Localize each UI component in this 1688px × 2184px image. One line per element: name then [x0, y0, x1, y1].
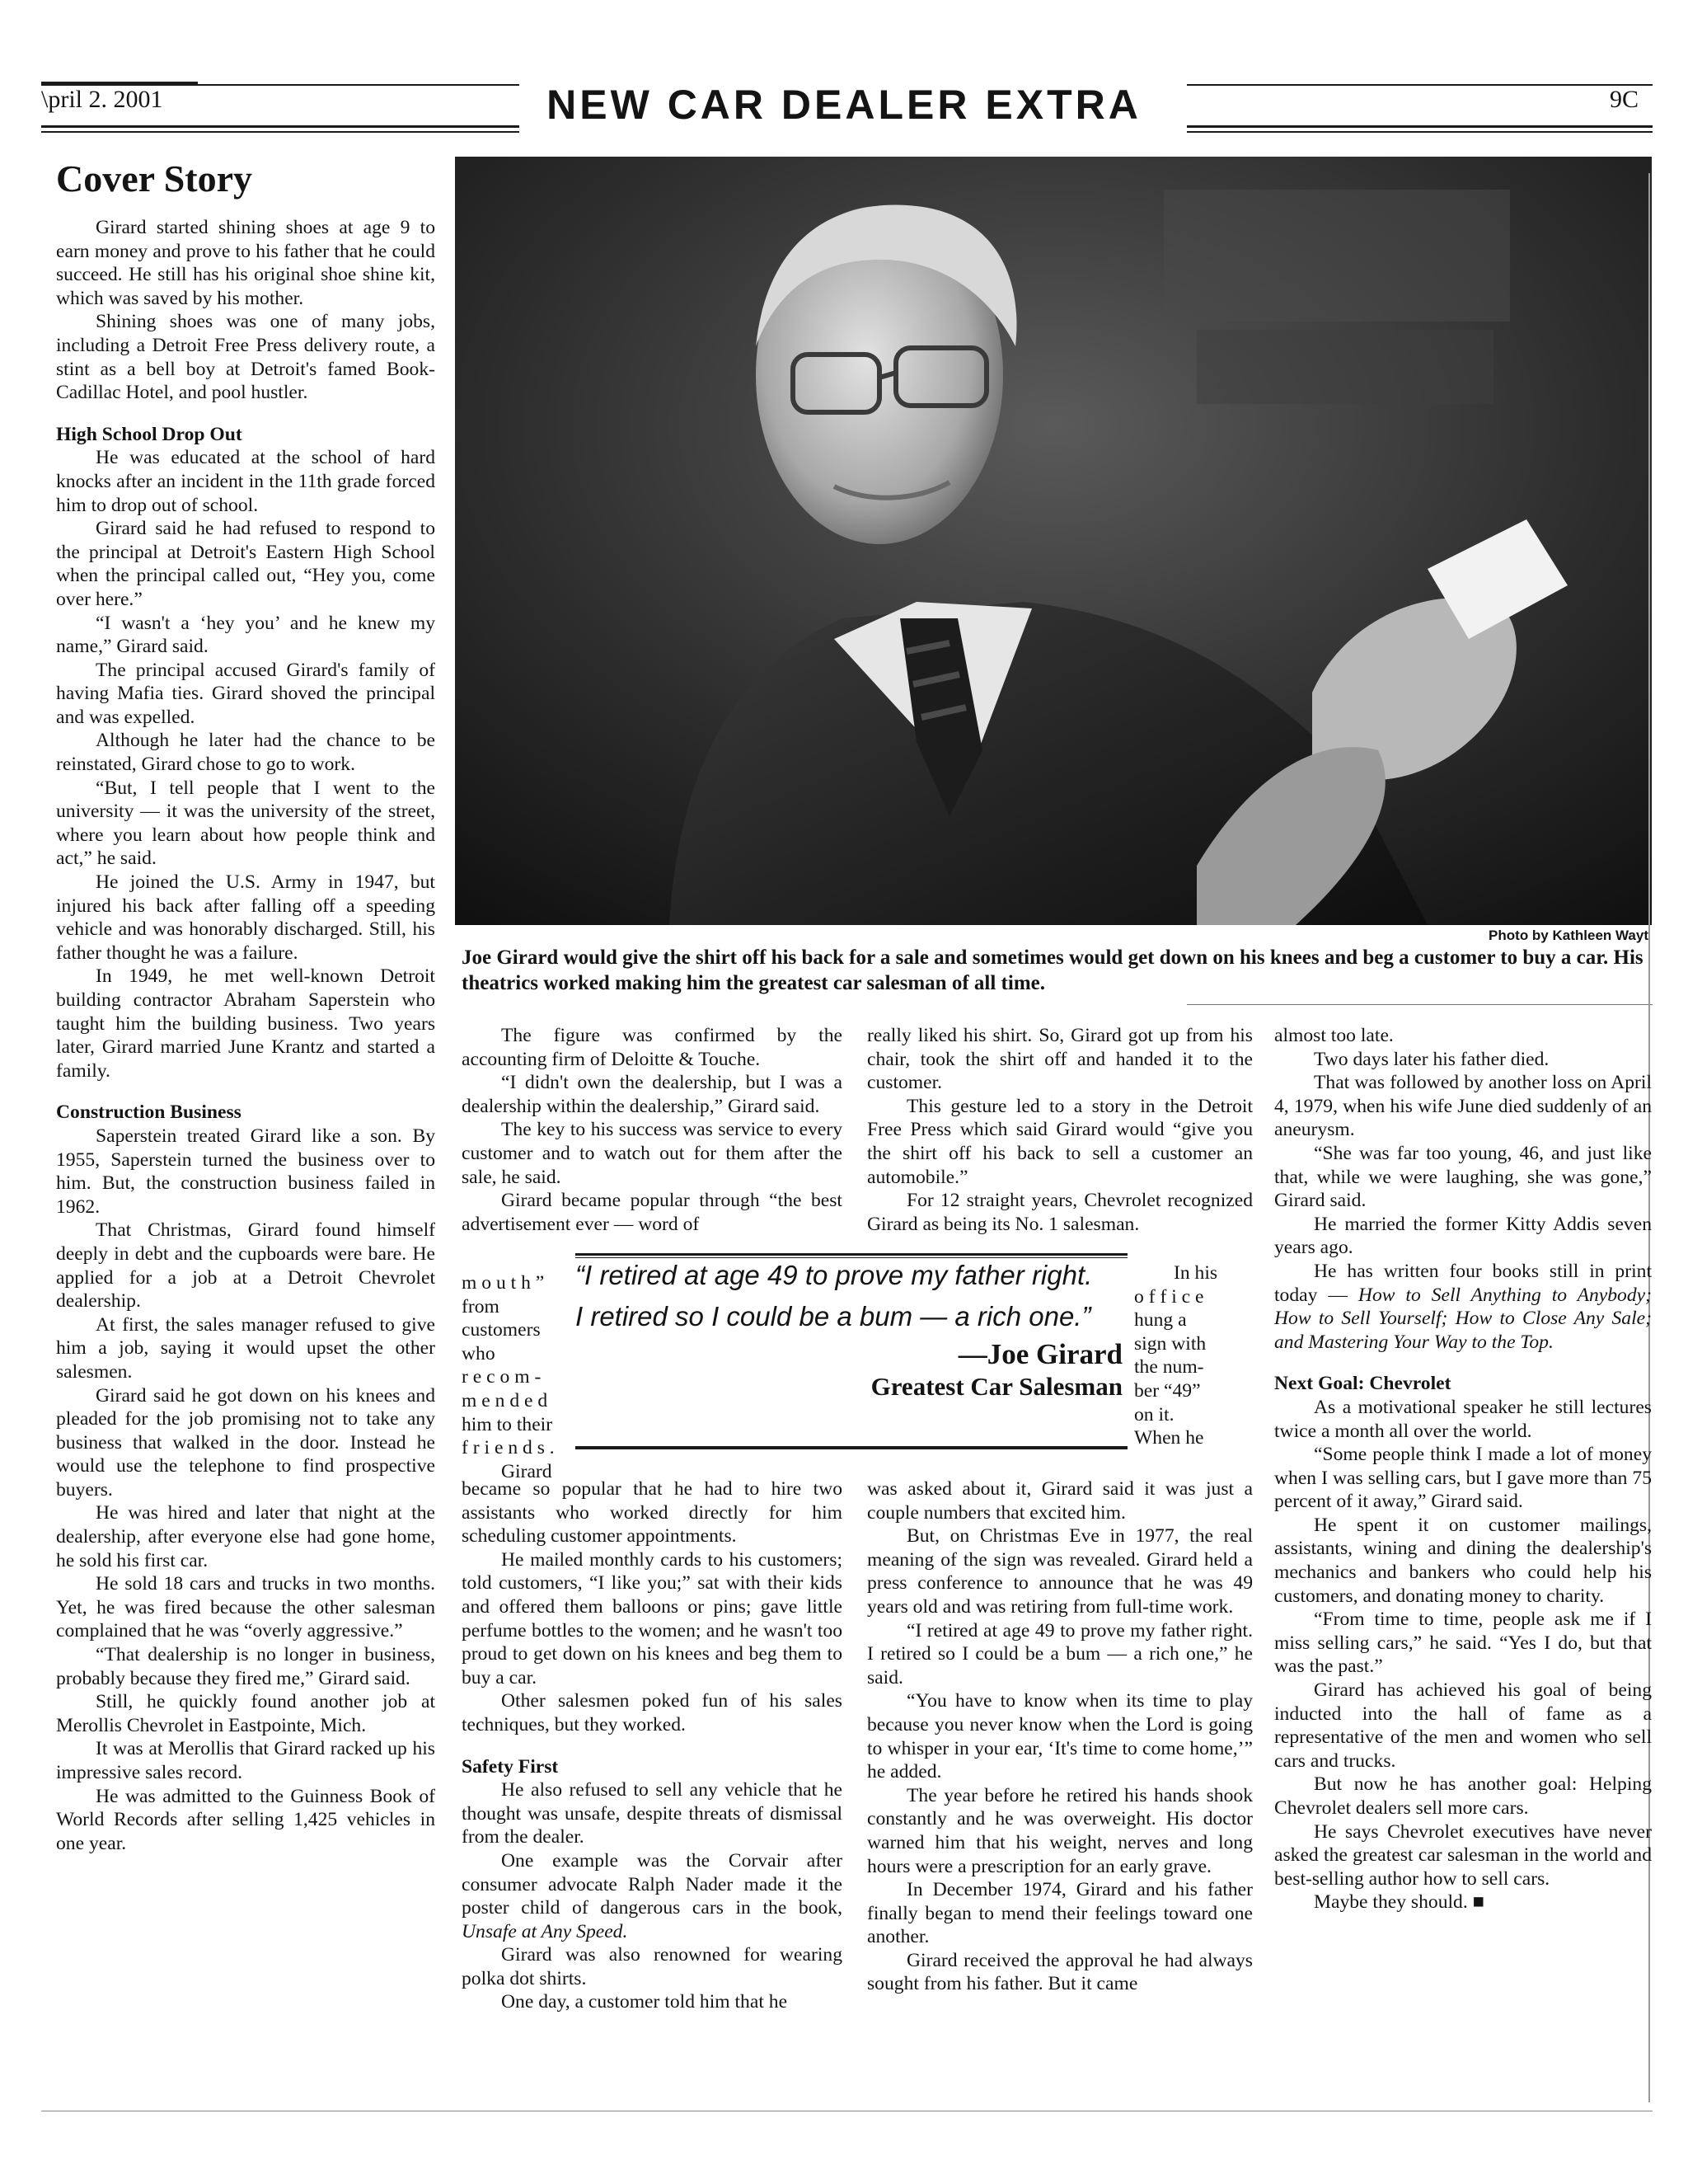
paragraph: Girard started shining shoes at age 9 to earn money and prove to his father that he could succeed. He still has his original shoe shine kit, which was saved by his mother. [56, 217, 435, 309]
article-column-3-top [867, 1024, 1253, 1236]
pull-quote [575, 1255, 1123, 1402]
photo-credit: Photo by Kathleen Wayt [1489, 928, 1648, 943]
paragraph: That was followed by another loss on April 4, 1979, when his wife June died suddenly of an aneurysm. [1274, 1072, 1652, 1141]
article-column-1 [56, 216, 435, 1855]
caption-rule [1187, 1004, 1653, 1005]
paragraph: The principal accused Girard's family of having Mafia ties. Girard shoved the principal and was expelled. [56, 659, 435, 728]
end-mark-icon: ■ [1472, 1891, 1484, 1914]
book-title: Unsafe at Any Speed. [462, 1920, 628, 1942]
subheading: Safety First [462, 1755, 559, 1778]
header-rule [1187, 125, 1653, 128]
subheading: Next Goal: Chevrolet [1274, 1373, 1451, 1395]
wrap-line: f r i e n d s . [462, 1437, 555, 1459]
wrap-line: m e n d e d [462, 1389, 548, 1411]
paragraph: “That dealership is no longer in business, probably because they fired me,” Girard said. [56, 1644, 435, 1689]
paragraph: “Some people think I made a lot of money when I was selling cars, but I gave more than 75 percent of it away,” Girard said. [1274, 1444, 1652, 1513]
paragraph: One day, a customer told him that he [501, 1991, 788, 2013]
pull-quote-line: “I retired at age 49 to prove my father right. [575, 1260, 1093, 1290]
wrap-line: from customers who [462, 1295, 541, 1364]
paragraph: He also refused to sell any vehicle that he thought was unsafe, despite threats of dismissal from the dealer. [462, 1779, 842, 1848]
paragraph: “I wasn't a ‘hey you’ and he knew my name,” Girard said. [56, 612, 435, 658]
paragraph: He mailed monthly cards to his customers; told customers, “I like you;” sat with their kids and offered them balloons or pins; gave little perfume bottles to the women; and he wasn't too proud to get down on his knees and beg them to buy a car. [462, 1548, 842, 1688]
paragraph: He sold 18 cars and trucks in two months. Yet, he was fired because the other salesman complained that he was “overly aggressive.” [56, 1573, 435, 1642]
paragraph: almost too late. [1274, 1025, 1394, 1046]
photo-caption: Joe Girard would give the shirt off his back for a sale and sometimes would get down on his knees and beg a customer to buy a car. His theatrics worked making him the greatest car salesman of all time. [462, 946, 1643, 994]
article-column-3-bottom [867, 1477, 1253, 1996]
portrait-illustration [455, 157, 1652, 925]
paragraph: But, on Christmas Eve in 1977, the real meaning of the sign was revealed. Girard held a press conference to announce that he was 49 years old and was retiring from full-time work. [867, 1525, 1253, 1618]
header-rule [1187, 131, 1653, 133]
paragraph: Girard was also renowned for wearing polka dot shirts. [462, 1944, 842, 1989]
wrap-line: r e c o m - [462, 1366, 542, 1388]
paragraph: He was educated at the school of hard knocks after an incident in the 11th grade forced him to drop out of school. [56, 447, 435, 516]
portrait-photo [455, 157, 1652, 925]
paragraph [1274, 1260, 1652, 1354]
wrap-line: on it. [1134, 1403, 1175, 1425]
paragraph: “From time to time, people ask me if I miss selling cars,” he said. “Yes I do, but that was the past.” [1274, 1609, 1652, 1678]
pull-quote-role: Greatest Car Salesman [870, 1372, 1123, 1401]
paragraph: At first, the sales manager refused to give him a job, saying it would upset the other salesmen. [56, 1313, 435, 1383]
paragraph: “She was far too young, 46, and just like that, while we were laughing, she was gone,” Girard said. [1274, 1142, 1652, 1212]
article-column-2-top [462, 1024, 842, 1236]
paragraph: “I didn't own the dealership, but I was a dealership within the dealership,” Girard said. [462, 1072, 842, 1117]
issue-date: \pril 2. 2001 [41, 86, 163, 113]
paragraph [462, 1849, 842, 1943]
paragraph: He says Chevrolet executives have never asked the greatest car salesman in the world and best-selling author how to sell cars. [1274, 1820, 1652, 1890]
pull-quote-rule [575, 1446, 1128, 1449]
header-rule [41, 131, 519, 133]
paragraph: Shining shoes was one of many jobs, including a Detroit Free Press delivery route, a stint as a bell boy at Detroit's famed Book-Cadillac Hotel, and pool hustler. [56, 311, 435, 404]
paragraph: In December 1974, Girard and his father finally began to mend their feelings toward one another. [867, 1879, 1253, 1948]
wrap-line: o f f i c e [1134, 1285, 1204, 1308]
paragraph: Although he later had the chance to be reinstated, Girard chose to go to work. [56, 730, 435, 776]
header-rule [1187, 84, 1653, 86]
paragraph: Two days later his father died. [1314, 1048, 1550, 1070]
page-number: 9C [1609, 86, 1639, 113]
paragraph: He was admitted to the Guinness Book of World Records after selling 1,425 vehicles in one year. [56, 1785, 435, 1854]
paragraph: really liked his shirt. So, Girard got up from his chair, took the shirt off and handed it to the customer. [867, 1025, 1253, 1094]
paragraph: “But, I tell people that I went to the university — it was the university of the street, where you learn about how people think and act,” he said. [56, 777, 435, 870]
subheading: Construction Business [56, 1101, 241, 1124]
paragraph-text: Maybe they should. [1314, 1891, 1468, 1914]
paragraph: This gesture led to a story in the Detroit Free Press which said Girard would “give you the shirt off his back to sell a customer an automobile.” [867, 1095, 1253, 1188]
wrap-line: ber “49” [1134, 1379, 1201, 1402]
paragraph: In 1949, he met well-known Detroit building contractor Abraham Saperstein who taught him the building business. Two years later, Girard married June Krantz and started a family. [56, 965, 435, 1082]
paragraph: The figure was confirmed by the accounting firm of Deloitte & Touche. [462, 1025, 842, 1070]
paragraph: The year before he retired his hands shook constantly and he was overweight. His doctor warned him that his weight, nerves and long hours were a prescription for an early grave. [867, 1784, 1253, 1877]
paragraph: became so popular that he had to hire two assistants who worked directly for him scheduling customer appointments. [462, 1478, 842, 1548]
paragraph: Girard said he had refused to respond to the principal at Detroit's Eastern High School when the principal called out, “Hey you, come over here.” [56, 518, 435, 610]
paragraph: He was hired and later that night at the dealership, after everyone else had gone home, he sold his first car. [56, 1502, 435, 1571]
paragraph: He joined the U.S. Army in 1947, but injured his back after falling off a speeding vehicle and was honorably discharged. Still, his father thought he was a failure. [56, 871, 435, 964]
wrap-line: m o u t h ” [462, 1272, 545, 1294]
paragraph: He spent it on customer mailings, assistants, wining and dining the dealership's mechanics and bankers who could help his customers, and donating money to charity. [1274, 1514, 1652, 1607]
wrap-line: the num- [1134, 1356, 1204, 1379]
paragraph [1274, 1890, 1652, 1914]
cover-story-title: Cover Story [56, 157, 253, 200]
pull-quote-attribution: —Joe Girard [958, 1338, 1123, 1370]
paragraph: “You have to know when its time to play because you never know when the Lord is going to whisper in your ear, ‘It's time to come home,’” he added. [867, 1690, 1253, 1783]
wrap-line: sign with [1134, 1332, 1207, 1355]
column-3-wrap-text [1134, 1261, 1253, 1450]
paragraph: was asked about it, Girard said it was just a couple numbers that excited him. [867, 1478, 1253, 1524]
paragraph: He married the former Kitty Addis seven years ago. [1274, 1213, 1652, 1259]
section-header-title: NEW CAR DEALER EXTRA [546, 82, 1142, 128]
paragraph: That Christmas, Girard found himself deeply in debt and the cupboards were bare. He applied for a job at a Detroit Chevrolet dealership. [56, 1219, 435, 1313]
wrap-line: hung a [1134, 1309, 1187, 1332]
paragraph: Still, he quickly found another job at Merollis Chevrolet in Eastpointe, Mich. [56, 1691, 435, 1736]
book-titles: How to Sell Anything to Anybody; How to Sell Yourself; How to Close Any Sale; and Mastering Your Way to the Top. [1274, 1284, 1652, 1353]
paragraph: Girard said he got down on his knees and pleaded for the job promising not to take any business that walked in the door. Instead he would use the telephone to find prospective buyers. [56, 1384, 435, 1501]
paragraph: But now he has another goal: Helping Chevrolet dealers sell more cars. [1274, 1773, 1652, 1819]
paragraph: Saperstein treated Girard like a son. By 1955, Saperstein turned the business over to him. But, the construction business failed in 1962. [56, 1125, 435, 1218]
paragraph-text: He has written four books still in print today — [1274, 1260, 1652, 1306]
paragraph: Other salesmen poked fun of his sales techniques, but they worked. [462, 1690, 842, 1735]
paragraph: The key to his success was service to every customer and to watch out for them after the sale, he said. [462, 1119, 842, 1188]
paragraph: For 12 straight years, Chevrolet recognized Girard as being its No. 1 salesman. [867, 1190, 1253, 1235]
article-column-4 [1274, 1024, 1652, 1914]
paragraph: Girard became popular through “the best advertisement ever — word of [462, 1190, 842, 1235]
header-rule [41, 84, 519, 86]
header-rule [41, 125, 519, 128]
paragraph: It was at Merollis that Girard racked up his impressive sales record. [56, 1738, 435, 1783]
paragraph: Girard received the approval he had always sought from his father. But it came [867, 1949, 1253, 1995]
paragraph: Girard has achieved his goal of being inducted into the hall of fame as a representative of the men and women who sell cars and trucks. [1274, 1679, 1652, 1772]
column-2-wrap-text [462, 1271, 569, 1483]
paragraph-text: One example was the Corvair after consumer advocate Ralph Nader made it the poster child of dangerous cars in the book, [462, 1849, 842, 1919]
pull-quote-line: I retired so I could be a bum — a rich one.” [575, 1301, 1091, 1332]
wrap-line: Girard [501, 1460, 552, 1482]
wrap-line: In his [1174, 1262, 1218, 1284]
wrap-line: him to their [462, 1413, 553, 1435]
paragraph: As a motivational speaker he still lectures twice a month all over the world. [1274, 1396, 1652, 1442]
subheading: High School Drop Out [56, 423, 242, 445]
paragraph: “I retired at age 49 to prove my father right. I retired so I could be a bum — a rich one,” he said. [867, 1619, 1253, 1688]
wrap-line: When he [1134, 1427, 1204, 1449]
article-column-2-bottom [462, 1477, 842, 2014]
